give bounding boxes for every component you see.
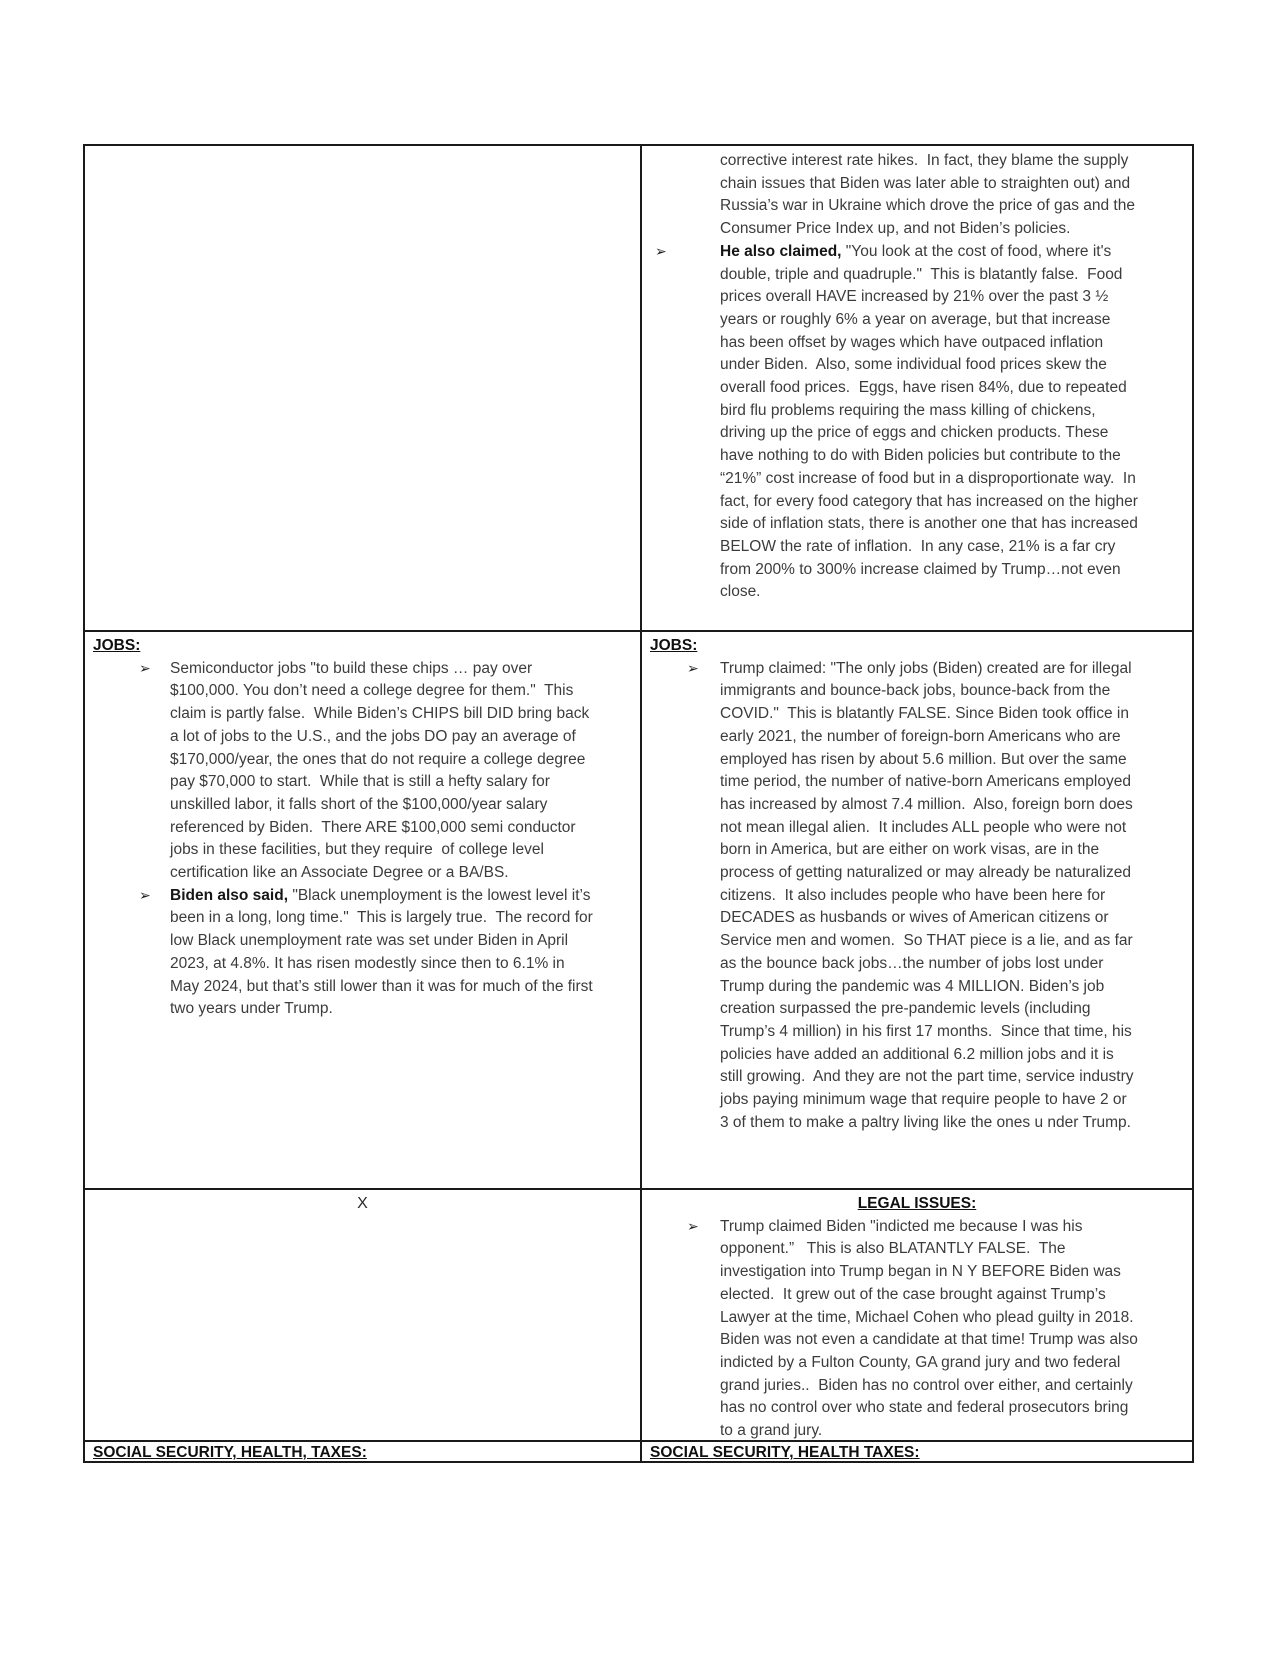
bullet-text — [720, 658, 1138, 1135]
cell-row1-right-inflation — [642, 146, 1192, 632]
cell-row2-right-jobs — [642, 632, 1192, 1190]
section-header-jobs-right: JOBS: — [650, 637, 698, 654]
inflation-continuation-paragraph: corrective interest rate hikes. In fact, they blame the supply chain issues that Biden was later able to straighten out) and Russia’s war in Ukraine which drove the price of gas and the Consumer Price Index up, and not Biden’s policies. — [720, 152, 1140, 238]
bullet-arrow-icon: ➢ — [139, 660, 151, 677]
bullet-body: "Black unemployment is the lowest level it’s been in a long, long time." This is largely true. The record for low Black unemployment rate was set under Biden in April 2023, at 4.8%. It has risen modestly since then to 6.1% in May 2024, but that’s still lower than it was for much of the first two years under Trump. — [170, 886, 598, 1018]
bullet-lead: Biden also said, — [170, 886, 289, 904]
cell-row3-right-legal — [642, 1190, 1192, 1442]
section-header-social-security-left: SOCIAL SECURITY, HEALTH, TAXES: — [93, 1444, 367, 1461]
bullet-body: Trump claimed: "The only jobs (Biden) created are for illegal immigrants and bounce-back jobs, bounce-back from the COVID." This is blatantly FALSE. Since Biden took office in early 2021, the number of foreign-born Americans who are employed has risen by about 5.6 million. But over the same time period, the number of native-born Americans employed has increased by almost 7.4 million. Also, foreign born does not mean illegal alien. It includes ALL people who were not born in America, but are either on work visas, are in the process of getting naturalized or may already be naturalized citizens. It also includes people who have been here for DECADES as husbands or wives of American citizens or Service men and women. So THAT piece is a lie, and as far as the bounce back jobs…the number of jobs lost under Trump during the pandemic was 4 MILLION. Biden’s job creation surpassed the pre-pandemic levels (including Trump’s 4 million) in his first 17 months. Since that time, his policies have added an additional 6.2 million jobs and it is still growing. And they are not the part time, service industry jobs paying minimum wage that require people to have 2 or 3 of them to make a paltry living like the ones u nder Trump. — [720, 659, 1138, 1131]
bullet-body: Semiconductor jobs "to build these chips … pay over $100,000. You don’t need a college degree for them." This claim is partly false. While Biden’s CHIPS bill DID bring back a lot of jobs to the U.S., and the jobs DO pay an average of $170,000/year, the ones that do not require a college degree pay $70,000 to start. While that is still a hefty salary for unskilled labor, it falls short of the $100,000/year salary referenced by Biden. There ARE $100,000 semi conductor jobs in these facilities, but they require of college level certification like an Associate Degree or a BA/BS. — [170, 659, 594, 882]
bullet-body: Trump claimed Biden "indicted me because I was his opponent.” This is also BLATANTLY FALSE. The investigation into Trump began in N Y BEFORE Biden was elected. It grew out of the case brought against Trump’s Lawyer at the time, Michael Cohen who plead guilty in 2018. Biden was not even a candidate at that time! Trump was also indicted by a Fulton County, GA grand jury and two federal grand juries.. Biden has no control over either, and certainly has no control over who state and federal prosecutors bring to a grand jury. — [720, 1217, 1143, 1440]
cell-row4-left-social-security — [85, 1442, 642, 1461]
bullet-text — [170, 658, 594, 885]
x-placeholder-marker: X — [357, 1195, 368, 1212]
section-header-social-security-right: SOCIAL SECURITY, HEALTH TAXES: — [650, 1444, 920, 1461]
list-item — [642, 1216, 1192, 1442]
cell-row4-right-social-security — [642, 1442, 1192, 1461]
bullet-text — [720, 241, 1143, 604]
bullet-arrow-icon: ➢ — [655, 243, 667, 260]
list-item — [642, 658, 1192, 1135]
bullet-text — [720, 1216, 1143, 1442]
list-item — [85, 658, 640, 885]
bullet-arrow-icon: ➢ — [687, 660, 699, 677]
bullet-lead: He also claimed, — [720, 242, 842, 260]
cell-row1-left-empty — [85, 146, 642, 632]
section-header-jobs-left: JOBS: — [93, 637, 141, 654]
bullet-arrow-icon: ➢ — [139, 887, 151, 904]
fact-check-table — [83, 144, 1194, 1463]
bullet-text — [170, 885, 598, 1021]
cell-row2-left-jobs — [85, 632, 642, 1190]
list-item — [85, 885, 640, 1021]
section-header-legal-issues: LEGAL ISSUES: — [857, 1195, 977, 1212]
cell-row3-left-x — [85, 1190, 642, 1442]
list-item — [642, 241, 1192, 604]
bullet-body: "You look at the cost of food, where it's double, triple and quadruple." This is blatantly false. Food prices overall HAVE increased by 21% over the past 3 ½ years or roughly 6% a year on average, but that increase has been offset by wages which have outpaced inflation under Biden. Also, some individual food prices skew the overall food prices. Eggs, have risen 84%, due to repeated bird flu problems requiring the mass killing of chickens, driving up the price of eggs and chicken products. These have nothing to do with Biden policies but contribute to the “21%” cost increase of food but in a disproportionate way. In fact, for every food category that has increased on the higher side of inflation stats, there is another one that has increased BELOW the rate of inflation. In any case, 21% is a far cry from 200% to 300% increase claimed by Trump…not even close. — [720, 242, 1143, 601]
bullet-arrow-icon: ➢ — [687, 1218, 699, 1235]
